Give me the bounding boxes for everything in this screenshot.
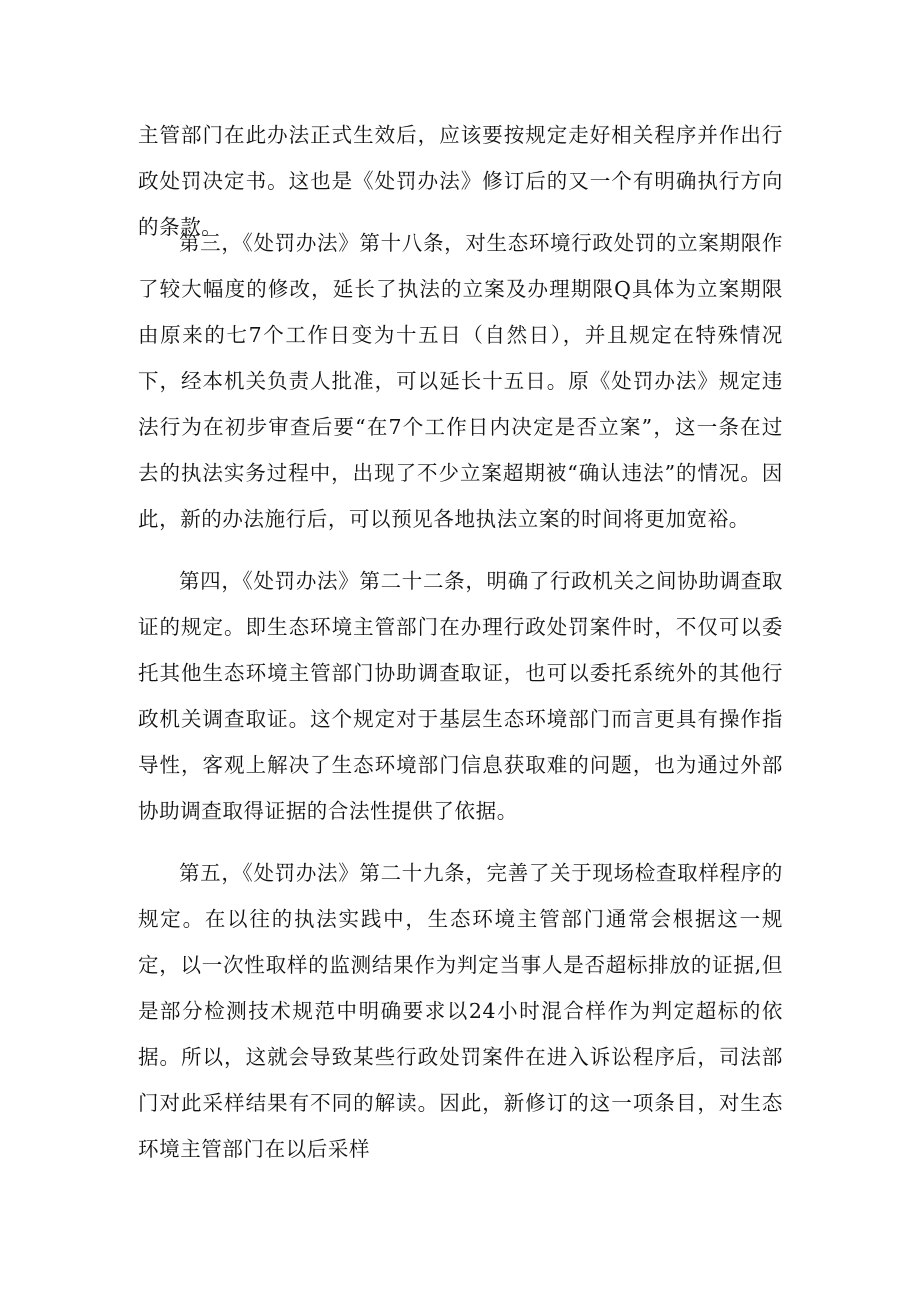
paragraph-fourth-point: 第四，《处罚办法》第二十二条，明确了行政机关之间协助调查取证的规定。即生态环境主管部门在办理行政处罚案件时，不仅可以委托其他生态环境主管部门协助调查取证，也可以委托系统外的其他行政机关调查取证。这个规定对于基层生态环境部门而言更具有操作指导性，客观上解决了生态环境部门信息获取难的问题，也为通过外部协助调查取得证据的合法性提供了依据。 (138, 569, 783, 823)
paragraph-continuation: 主管部门在此办法正式生效后，应该要按规定走好相关程序并作出行政处罚决定书。这也是《处罚办法》修订后的又一个有明确执行方向的条款。 (138, 123, 783, 239)
paragraph-fifth-point: 第五，《处罚办法》第二十九条，完善了关于现场检查取样程序的规定。在以往的执法实践中，生态环境主管部门通常会根据这一规定，以一次性取样的监测结果作为判定当事人是否超标排放的证据,但是部分检测技术规范中明确要求以24小时混合样作为判定超标的依据。所以，这就会导致某些行政处罚案件在进入诉讼程序后，司法部门对此采样结果有不同的解读。因此，新修订的这一项条目，对生态环境主管部门在以后采样 (138, 861, 783, 1161)
paragraph-third-point: 第三，《处罚办法》第十八条，对生态环境行政处罚的立案期限作了较大幅度的修改，延长了执法的立案及办理期限Q具体为立案期限由原来的七7个工作日变为十五日（自然日），并且规定在特殊情况下，经本机关负责人批准，可以延长十五日。原《处罚办法》规定违法行为在初步审查后要“在7个工作日内决定是否立案”，这一条在过去的执法实务过程中，出现了不少立案超期被“确认违法”的情况。因此，新的办法施行后，可以预见各地执法立案的时间将更加宽裕。 (138, 231, 783, 531)
